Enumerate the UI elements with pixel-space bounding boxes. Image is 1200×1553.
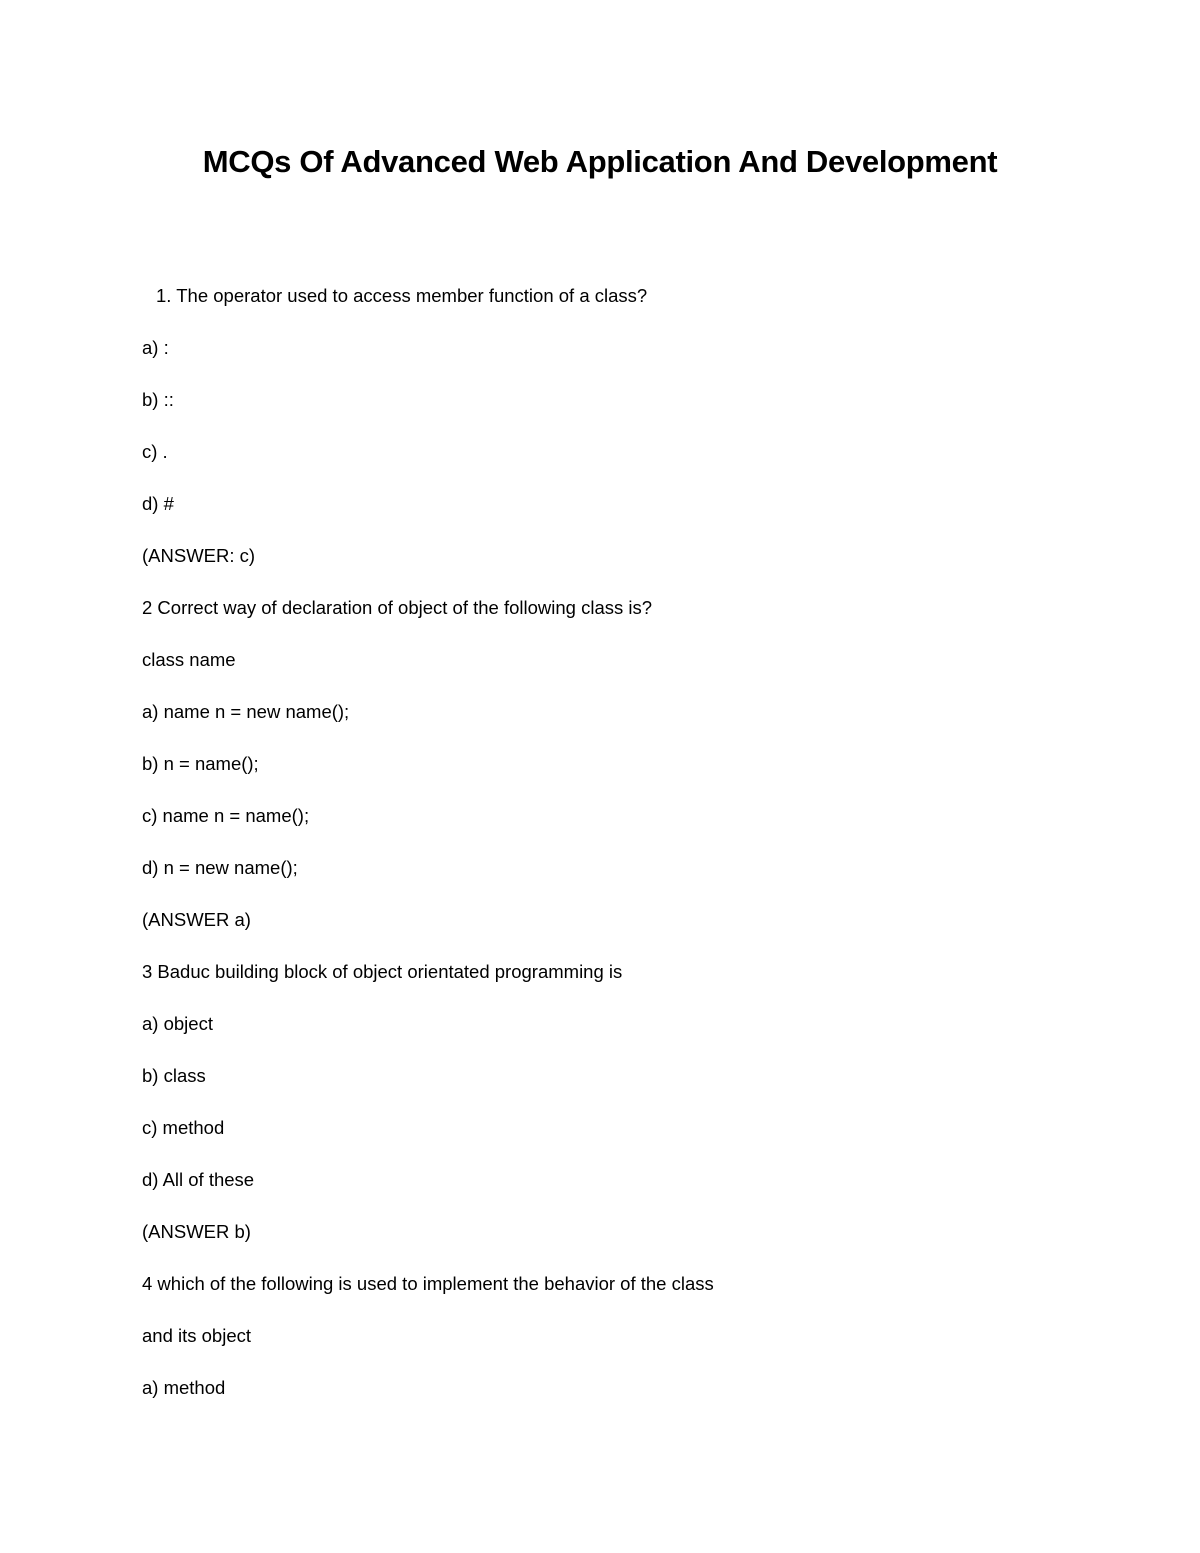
- question-4-option-a: a) method: [142, 1377, 226, 1398]
- document-title: MCQs Of Advanced Web Application And Development: [202, 144, 998, 179]
- question-2-text: 2 Correct way of declaration of object of the following class is?: [142, 597, 653, 618]
- question-1-option-c: c) .: [142, 441, 168, 462]
- question-3-text: 3 Baduc building block of object orientated programming is: [142, 961, 623, 982]
- question-3-answer: (ANSWER b): [142, 1221, 251, 1242]
- question-2-option-d: d) n = new name();: [142, 857, 298, 878]
- question-3-option-c: c) method: [142, 1117, 225, 1138]
- question-2-option-a: a) name n = new name();: [142, 701, 350, 722]
- question-list: [0, 282, 1200, 1426]
- question-3-option-b: b) class: [142, 1065, 206, 1086]
- question-4-text-continued: and its object: [142, 1325, 252, 1346]
- question-2-option-c: c) name n = name();: [142, 805, 310, 826]
- question-1-option-d: d) #: [142, 493, 174, 514]
- question-2-option-b: b) n = name();: [142, 753, 259, 774]
- question-1-option-a: a) :: [142, 337, 169, 358]
- question-1-option-b: b) ::: [142, 389, 174, 410]
- question-1-answer: (ANSWER: c): [142, 545, 256, 566]
- question-3-option-a: a) object: [142, 1013, 213, 1034]
- question-2-answer: (ANSWER a): [142, 909, 251, 930]
- question-4-text: 4 which of the following is used to implement the behavior of the class: [142, 1273, 714, 1294]
- question-3-option-d: d) All of these: [142, 1169, 255, 1190]
- question-2-code: class name: [142, 649, 236, 670]
- question-1-text: 1. The operator used to access member function of a class?: [156, 285, 648, 306]
